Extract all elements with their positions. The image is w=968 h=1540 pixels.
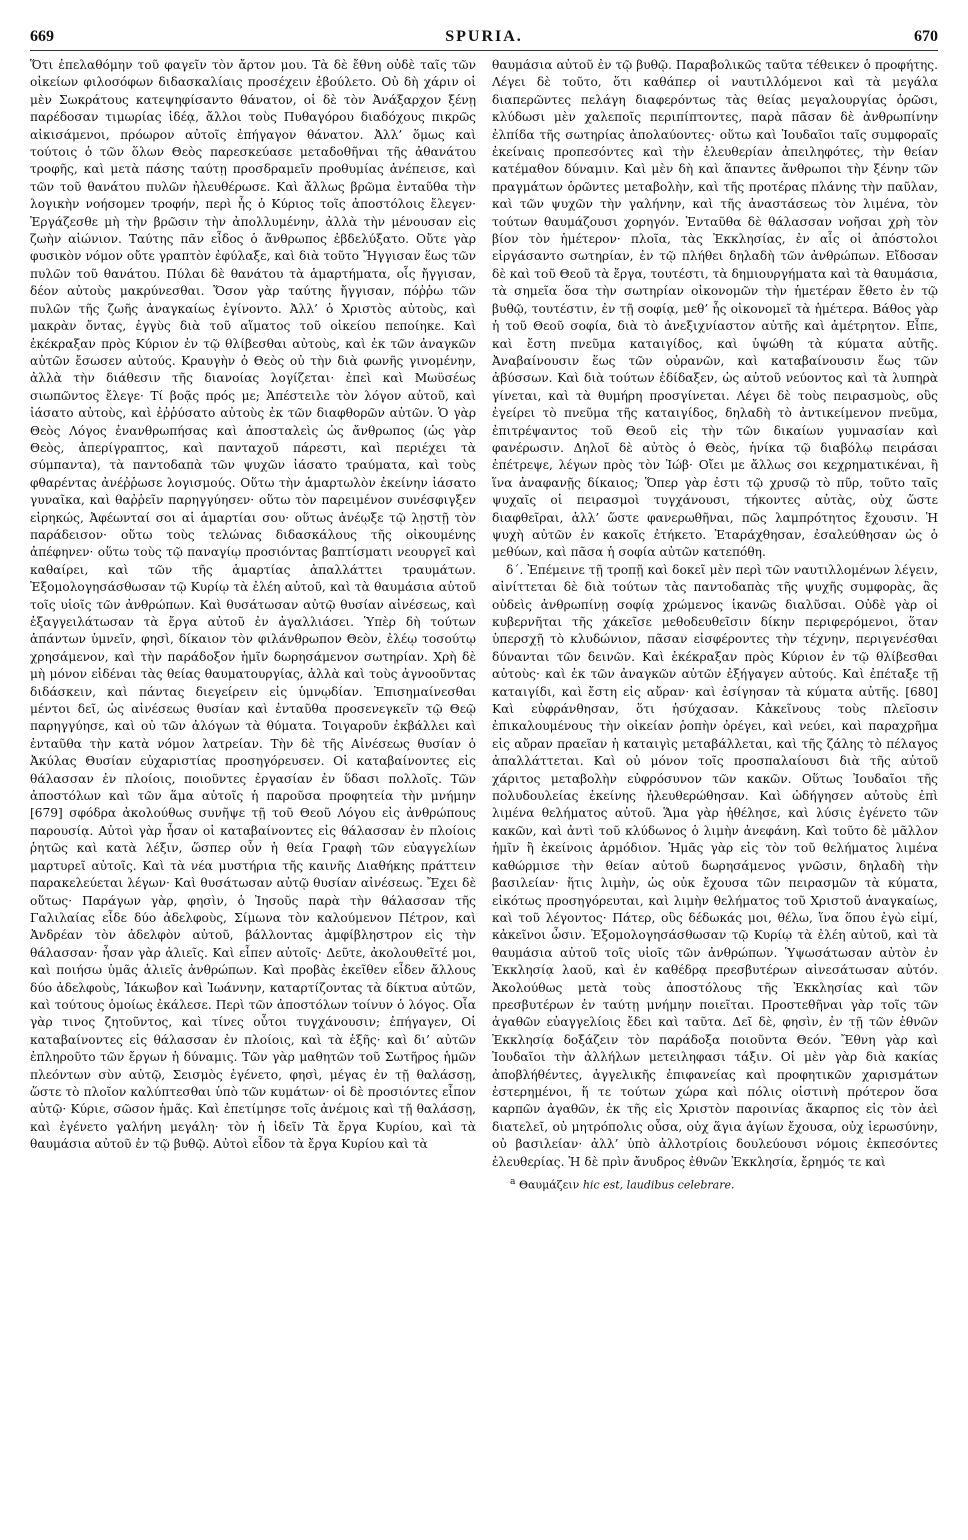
text-columns	[30, 57, 938, 1193]
footnote-greek: Θαυμάζειν	[518, 1178, 580, 1192]
footnote	[492, 1175, 938, 1193]
running-title: SPURIA.	[445, 28, 523, 45]
footnote-latin: hic est, laudibus celebrare.	[582, 1178, 735, 1192]
page-header	[30, 28, 938, 51]
left-page-number: 669	[30, 28, 54, 45]
right-page-number: 670	[914, 28, 938, 45]
left-column-text: Ὅτι ἐπελαθόμην τοῦ φαγεῖν τὸν ἄρτον μου. Τὰ δὲ ἔθνη οὐδὲ ταῖς τῶν οἰκείων φιλοσόφων διδασκαλίαις προσέχειν ἐβούλετο. Οὐ δὴ χάριν οἱ μὲν Σωκράτους κατεψηφίσαντο θάνατον, οἱ δὲ τὸν Ἀνάξαρχον ξένῃ παρέδοσαν τιμωρίας ἰδέᾳ, ἄλλοι τοὺς Πυθαγόρου διαδόχους πικρῶς αἰκισάμενοι, πρόωρον αὐτοῖς ἐπήγαγον θάνατον. Ἀλλ’ ὅμως καὶ τούτοις ὁ τῶν ὅλων Θεὸς παρεσκεύασε μεταδοθῆναι τῆς ἀθανάτου τροφῆς, καὶ μετὰ πάσης ταύτῃ προσδραμεῖν προθυμίας ἀνέπεισε, καὶ τῶν τοῦ θανάτου πυλῶν ἠλευθέρωσε. Καὶ ἄλλως βρῶμα ἐνταῦθα τὴν λογικὴν νοήσομεν τροφήν, περὶ ἧς ὁ Κύριος τοῖς ἀποστόλοις ἔλεγεν· Ἐργάζεσθε μὴ τὴν βρῶσιν τὴν ἀπολλυμένην, ἀλλὰ τὴν μένουσαν εἰς ζωὴν αἰώνιον. Ταύτης πᾶν εἶδος ὁ ἄνθρωπος ἐβδελύξατο. Οὔτε γὰρ φυσικὸν νόμον οὔτε γραπτὸν ἐφύλαξε, καὶ διὰ τοῦτο Ἤγγισαν ἕως τῶν πυλῶν τοῦ θανάτου. Πύλαι δὲ θανάτου τὰ ἁμαρτήματα, οἷς ἤγγισαν, δέον αὐτοὺς μακρύνεσθαι. Ὅσον γὰρ ταύτης ἤγγισαν, πόῤῥω τῶν πυλῶν τῆς ζωῆς ἀναγκαίως ἐγίνοντο. Ἀλλ’ ὁ Χριστὸς αὐτοὺς, καὶ μακρὰν ὄντας, ἐγγὺς διὰ τοῦ αἵματος τοῦ οἰκείου πεποίηκε. Καὶ ἐκέκραξαν πρὸς Κύριον ἐν τῷ θλίβεσθαι αὐτοὺς, καὶ ἐκ τῶν ἀναγκῶν αὐτῶν ἔσωσεν αὐτούς. Κραυγὴν ὁ Θεὸς οὐ τὴν διὰ φωνῆς γινομένην, ἀλλὰ τὴν διάθεσιν τῆς διανοίας λογίζεται· ἐπεὶ καὶ Μωϋσέως σιωπῶντος ἔλεγε· Τί βοᾷς πρός με; Ἀπέστειλε τὸν λόγον αὐτοῦ, καὶ ἰάσατο αὐτοὺς, καὶ ἐῤῥύσατο αὐτοὺς ἐκ τῶν διαφθορῶν αὐτῶν. Ὁ γὰρ Θεὸς Λόγος ἐνανθρωπήσας καὶ ἀποσταλεὶς ὡς ἄνθρωπος (ὡς γὰρ Θεὸς, ἀπερίγραπτος, καὶ πανταχοῦ πάρεστι, καὶ περιέχει τὰ σύμπαντα), τὰ παντοδαπὰ τῶν ψυχῶν ἰάσατο τραύματα, καὶ τοὺς φθαρέντας ἀνέῤῥωσε λογισμούς. Οὕτω τὴν ἁμαρτωλὸν ἐκείνην ἰάσατο γυναῖκα, καὶ θαῤῥεῖν παρηγγύησεν· οὕτω τὸν παρειμένον συνέσφιγξεν εἰρηκώς, Ἀφέωνταί σοι αἱ ἁμαρτίαι σου· οὕτως ἀνέῳξε τῷ λῃστῇ τὸν παράδεισον· οὕτω τοὺς τελώνας διδασκάλους τῆς οἰκουμένης ἀπέφηνεν· οὕτω τοὺς τῷ παναγίῳ προσιόντας βαπτίσματι νεουργεῖ καὶ καθαίρει, καὶ τῶν τῆς ἁμαρτίας ἀπαλλάττει τραυμάτων. Ἐξομολογησάσθωσαν τῷ Κυρίῳ τὰ ἐλέη αὐτοῦ, καὶ τὰ θαυμάσια αὐτοῦ τοῖς υἱοῖς τῶν ἀνθρώπων. Καὶ θυσάτωσαν αὐτῷ θυσίαν αἰνέσεως, καὶ ἐξαγγειλάτωσαν τὰ ἔργα αὐτοῦ ἐν ἀγαλλιάσει. Ὑπὲρ δὴ τούτων ἁπάντων ὑμνεῖν, φησὶ, δίκαιον τὸν φιλάνθρωπον Θεὸν, ἐλέῳ τοσούτῳ χρησάμενον, καὶ τὴν παράδοξον ἡμῖν δωρησάμενον σωτηρίαν. Χρὴ δὲ μὴ μόνον εἰδέναι τὰς θείας θαυματουργίας, ἀλλὰ καὶ τοὺς ἀγνοοῦντας διδάσκειν, καὶ πάντας διεγείρειν εἰς ὑμνῳδίαν. Ἐπισημαίνεσθαι μέντοι δεῖ, ὡς αἰνέσεως θυσίαν καὶ ἐνταῦθα προσενεγκεῖν τῷ Θεῷ παρηγγύησε, καὶ οὐ τῶν ἀλόγων τὰ θύματα. Τοιγαροῦν ἐκβάλλει καὶ ἐνταῦθα τὴν κατὰ νόμον λατρείαν. Τὴν δὲ τῆς Αἰνέσεως θυσίαν ὁ Ἀκύλας Θυσίαν εὐχαριστίας προσηγόρευσεν. Οἱ καταβαίνοντες εἰς θάλασσαν ἐν πλοίοις, ποιοῦντες ἐργασίαν ἐν ὕδασι πολλοῖς. Τῶν ἀποστόλων καὶ τῶν ἅμα αὐτοῖς ἡ παροῦσα προφητεία τὴν μνήμην [679] σφόδρα ἀκολούθως συνῆψε τῇ τοῦ Θεοῦ Λόγου εἰς ἀνθρώπους παρουσίᾳ. Αὐτοὶ γὰρ ἦσαν οἱ καταβαίνοντες εἰς θάλασσαν ἐν πλοίοις ῥητῶς καὶ κατὰ λέξιν, ὥσπερ οὖν ἡ θεία Γραφὴ τῶν εὐαγγελίων μαρτυρεῖ αὐτοῖς. Καὶ τὰ νέα μυστήρια τῆς καινῆς Διαθήκης πράττειν παρακελεύεται λέγων· Καὶ θυσάτωσαν αὐτῷ θυσίαν αἰνέσεως. Ἔχει δὲ οὕτως· Παράγων γὰρ, φησὶν, ὁ Ἰησοῦς παρὰ τὴν θάλασσαν τῆς Γαλιλαίας εἶδε δύο ἀδελφοὺς, Σίμωνα τὸν καλούμενον Πέτρον, καὶ Ἀνδρέαν τὸν ἀδελφὸν αὐτοῦ, βάλλοντας ἀμφίβληστρον εἰς τὴν θάλασσαν· ἦσαν γὰρ ἁλιεῖς. Καὶ εἶπεν αὐτοῖς· Δεῦτε, ἀκολουθεῖτέ μοι, καὶ ποιήσω ὑμᾶς ἁλιεῖς ἀνθρώπων. Καὶ προβὰς ἐκεῖθεν εἶδεν ἄλλους δύο ἀδελφοὺς, Ἰάκωβον καὶ Ἰωάννην, καταρτίζοντας τὰ δίκτυα αὐτῶν, καὶ τούτους ὁμοίως ἐκάλεσε. Περὶ τῶν ἀποστόλων τοίνυν ὁ λόγος. Οἷα γὰρ τινος ζητοῦντος, καὶ τίνες οὗτοι τυγχάνουσιν; ἐπήγαγεν, Οἱ καταβαίνοντες εἰς θάλασσαν ἐν πλοίοις, καὶ τὰ ἑξῆς· καὶ δι’ αὐτῶν ἐπληροῦτο τῶν ἔργων ἡ δύναμις. Τῶν γὰρ μαθητῶν τοῦ Σωτῆρος ἡμῶν πλεόντων σὺν αὐτῷ, Σεισμὸς ἐγένετο, φησὶ, μέγας ἐν τῇ θαλάσσῃ, ὥστε τὸ πλοῖον καλύπτεσθαι ὑπὸ τῶν κυμάτων· οἱ δὲ προσιόντες εἶπον αὐτῷ· Κύριε, σῶσον ἡμᾶς. Καὶ ἐπετίμησε τοῖς ἀνέμοις καὶ τῇ θαλάσσῃ, καὶ ἐγένετο γαλήνη μεγάλη· τὸν ἡ ἰδεῖν Τὰ ἔργα Κυρίου, καὶ τὰ θαυμάσια αὐτοῦ ἐν τῷ βυθῷ. Αὐτοὶ εἶδον τὰ ἔργα Κυρίου καὶ τὰ	[30, 58, 476, 1152]
right-column-text-1: θαυμάσια αὐτοῦ ἐν τῷ βυθῷ. Παραβολικῶς ταῦτα τέθεικεν ὁ προφήτης. Λέγει δὲ τοῦτο, ὅτι καθάπερ οἱ ναυτιλλόμενοι καὶ τὰ μεγάλα διαπερῶντες πελάγη διαφερόντως τὰς θείας μεγαλουργίας ὁρῶσι, κλύδωσι μὲν χαλεποῖς περιπίπτοντες, παρὰ πᾶσαν δὲ ἀνθρωπίνην ἐλπίδα τῆς σωτηρίας ἀπολαύοντες· οὕτω καὶ Ἰουδαῖοι ταῖς συμφοραῖς ἐκείναις προπεσόντες καὶ τὴν ἐλευθερίαν ἀπειληφότες, τὴν θείαν κατέμαθον δύναμιν. Καὶ μὲν δὴ καὶ ἅπαντες ἄνθρωποι τὴν ξένην τῶν πραγμάτων ὁρῶντες μεταβολὴν, καὶ τῆς προτέρας πλάνης τὴν παῦλαν, καὶ τῶν ψυχῶν τὴν γαλήνην, καὶ τῆς ἀναστάσεως τὸν λιμένα, τὸν τούτων θαυμάζουσι χορηγόν. Ἐνταῦθα δὲ θάλασσαν νοῆσαι χρὴ τὸν βίον τὸν ἡμέτερον· πλοῖα, τὰς Ἐκκλησίας, ἐν αἷς οἱ ἀπόστολοι εἰργάσαντο σωτηρίαν, ἐν τῷ πλήθει δηλαδὴ τῶν ἀνθρώπων. Εἴδοσαν δὲ καὶ τοῦ Θεοῦ τὰ ἔργα, τουτέστι, τὰ δημιουργήματα καὶ τὰ θαυμάσια, τὰ σημεῖα ὅσα τὴν σωτηρίαν οἰκονομῶν τὴν ἡμετέραν ἔθετο ἐν τῷ βυθῷ, τουτέστιν, ἐν τῇ σοφίᾳ, μεθ’ ἧς οἰκονομεῖ τὰ ἡμέτερα. Βάθος γὰρ ἡ τοῦ Θεοῦ σοφία, διὰ τὸ ἀνεξιχνίαστον αὐτῆς καὶ ἀμέτρητον. Εἶπε, καὶ ἔστη πνεῦμα καταιγίδος, καὶ ὑψώθη τὰ κύματα αὐτῆς. Ἀναβαίνουσιν ἕως τῶν οὐρανῶν, καὶ καταβαίνουσιν ἕως τῶν ἀβύσσων. Καὶ διὰ τούτων ἐδίδαξεν, ὡς αὐτοῦ νεύοντος καὶ τὰ λυπηρὰ γίνεται, καὶ τὰ θυμήρη προσγίνεται. Λέγει δὲ τοὺς πειρασμοὺς, οὓς ἐγείρει τὸ πνεῦμα τῆς καταιγίδος, δηλαδὴ τὸ ἀντικείμενον πνεῦμα, ἐπιτρέψαντος τοῦ Θεοῦ εἰς τὴν τῶν δικαίων γυμνασίαν καὶ φανέρωσιν. Δηλοῖ δὲ αὐτὸς ὁ Θεὸς, ἡνίκα τῷ διαβόλῳ πειράσαι ἐπέτρεψε, λέγων πρὸς τὸν Ἰώβ· Οἴει με ἄλλως σοι κεχρηματικέναι, ἢ ἵνα ἀναφανῇς δίκαιος; Ὅπερ γὰρ ἐστι τῷ χρυσῷ τὸ πῦρ, τοῦτο ταῖς ψυχαῖς οἱ πειρασμοὶ τυγχάνουσι, τήκοντες αὐτὰς, οὐχ ὥστε διαφθεῖραι, ἀλλ’ ὥστε φανερωθῆναι, πῶς λαμπρότητος ἔχουσιν. Ἡ ψυχὴ αὐτῶν ἐν κακοῖς ἐτήκετο. Ἐταράχθησαν, ἐσαλεύθησαν ὡς ὁ μεθύων, καὶ πᾶσα ἡ σοφία αὐτῶν κατεπόθη.	[492, 58, 938, 560]
right-column	[492, 57, 938, 1193]
right-column-text-2: δ΄. Ἐπέμεινε τῇ τροπῇ καὶ δοκεῖ μὲν περὶ τῶν ναυτιλλομένων λέγειν, αἰνίττεται δὲ διὰ τούτων τὰς παντοδαπὰς τῆς ψυχῆς συμφορὰς, ἃς οὐδεὶς ἀνθρωπίνῃ σοφίᾳ χρώμενος ἱκανῶς διαλῦσαι. Οὐδὲ γὰρ οἱ κυβερνῆται τῆς χάκεῖσε μεθοδευθεῖσιν δίκην περιφερόμενοι, ὅταν ὑπερσχῇ τὸ κλυδώνιον, πᾶσαν εἰσφέροντες τὴν τέχνην, περιγενέσθαι δύνανται τῶν δεινῶν. Καὶ ἐκέκραξαν πρὸς Κύριον ἐν τῷ θλίβεσθαι αὐτοὺς· καὶ ἐκ τῶν ἀναγκῶν αὐτῶν ἐξήγαγεν αὐτούς. Καὶ ἐπέταξε τῇ καταιγίδι, καὶ ἔστη εἰς αὔραν· καὶ ἐσίγησαν τὰ κύματα αὐτῆς. [680] Καὶ εὐφράνθησαν, ὅτι ἡσύχασαν. Κἀκεῖνους τοὺς πλεῖοσιν ἐπικαλουμένους τὴν οἰκείαν ῥοπὴν ὀρέγει, καὶ νεύει, καὶ παραχρῆμα εἰς αὔραν πραεῖαν ἡ καταιγὶς μεταβάλλεται, καὶ τῆς ζάλης τὸ πέλαγος ἀπαλλάττεται. Καὶ οὐ μόνον τοῖς προσπαλαίουσι διὰ τῆς αὐτοῦ χάριτος μεταβολὴν εὐφρόσυνον τῶν κακῶν. Οὕτως Ἰουδαῖοι τῆς πολυδουλείας ἐκείνης ἠλευθερώθησαν. Καὶ ὡδήγησεν αὐτοὺς ἐπὶ λιμένα θελήματος αὐτοῦ. Ἅμα γὰρ ἠθέλησε, καὶ λύσις ἐγένετο τῶν κακῶν, καὶ ἀντὶ τοῦ κλύδωνος ὁ λιμὴν ἀνεφάνη. Καὶ τοῦτο δὲ μᾶλλον ἡμῖν ἢ ἐκείνοις ἁρμόδιον. Ἡμᾶς γὰρ εἰς τὸν τοῦ θελήματος λιμένα καθώρμισε τὴν θείαν αὐτοῦ δωρησάμενος γνῶσιν, δηλαδὴ τὴν βασιλείαν· ἥτις λιμὴν, ὡς οὐκ ἔχουσα τῶν πειρασμῶν τὰ κύματα, εἰκότως προσηγόρευται, καὶ λιμὴν θελήματος τοῦ Χριστοῦ ἀναγκαίως, καὶ τοῦ λέγοντος· Πάτερ, οὓς δέδωκάς μοι, θέλω, ἵνα ὅπου ἐγὼ εἰμί, κἀκεῖνοι ὦσιν. Ἐξομολογησάσθωσαν τῷ Κυρίῳ τὰ ἐλέη αὐτοῦ, καὶ τὰ θαυμάσια αὐτοῦ τοῖς υἱοῖς τῶν ἀνθρώπων. Ὑψωσάτωσαν αὐτὸν ἐν Ἐκκλησίᾳ λαοῦ, καὶ ἐν καθέδρᾳ πρεσβυτέρων αἰνεσάτωσαν αὐτόν. Ἀκολούθως μετὰ τοὺς ἀποστόλους τῆς Ἐκκλησίας καὶ τῶν πρεσβυτέρων ἐν ταύτῃ μνήμην ποιεῖται. Προστεθῆναι γὰρ τοῖς τῶν ἀγαθῶν εὐαγγελίοις ἔδει καὶ ταῦτα. Δεῖ δὲ, φησὶν, ἐν τῇ τῶν ἐθνῶν Ἐκκλησίᾳ δοξάζειν τὸν παράδοξα ποιοῦντα Θεόν. Ἔθνη γὰρ καὶ Ἰουδαῖοι τὴν ἀλλήλων μετειληφασι τάξιν. Οἱ μὲν γὰρ διὰ κακίας ἀποβλήθέντες, ἀγγελικῆς ἐπιφανείας καὶ προφητικῶν χαρισμάτων ἐστερημένοι, ἥ τε τούτων χώρα καὶ πόλις οἱστινὴ πρότερον ὅσα καρπῶν ἀγαθῶν, ἐκ τῆς εἰς Χριστὸν παροινίας ἄκαρπος εἰς τὸν ἀεὶ διατελεῖ, οὐ μητρόπολις οὖσα, οὐχ ἅγια ἁγίων ἔχουσα, οὐχ ἱερωσύνην, οὐ βασιλείαν· ἀλλ’ ὑπὸ ἀλλοτρίοις δουλεύουσι νόμοις ἐκπεσόντες ἐλευθερίας. Ἡ δὲ πρὶν ἄνυδρος ἐθνῶν Ἐκκλησία, ἔρημός τε καὶ	[492, 562, 938, 1169]
footnote-marker: a	[510, 1176, 516, 1187]
left-column	[30, 57, 476, 1193]
